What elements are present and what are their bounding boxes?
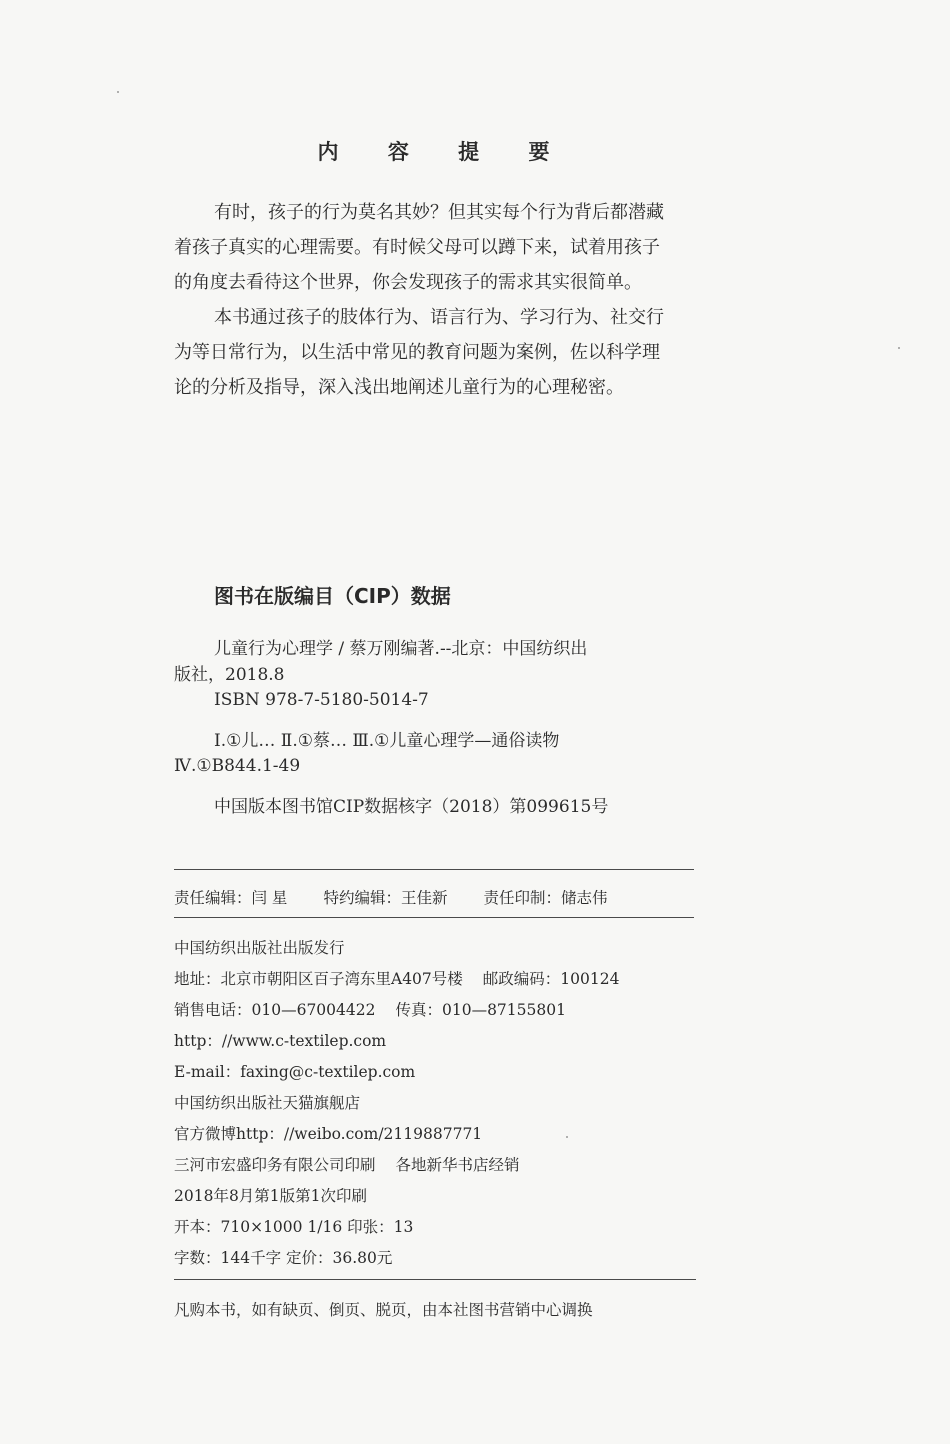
cip-isbn: ISBN 978-7-5180-5014-7	[214, 690, 429, 710]
word-count-price: 字数：144千字 定价：36.80元	[174, 1249, 393, 1267]
distributor: 各地新华书店经销	[395, 1156, 520, 1174]
divider	[174, 1279, 696, 1280]
edition: 2018年8月第1版第1次印刷	[174, 1187, 368, 1205]
email-link[interactable]: E-mail：faxing@c-textilep.com	[174, 1063, 416, 1081]
cip-classification: Ⅳ.①B844.1-49	[174, 756, 301, 776]
summary-line: 着孩子真实的心理需要。有时候父母可以蹲下来，试着用孩子	[174, 237, 660, 258]
special-editor: 特约编辑：王佳新	[323, 889, 448, 907]
summary-line: 为等日常行为，以生活中常见的教育问题为案例，佐以科学理	[174, 342, 660, 363]
book-format: 开本：710×1000 1/16 印张：13	[174, 1218, 414, 1236]
fax: 传真：010—87155801	[395, 1001, 566, 1019]
summary-line: 的角度去看待这个世界，你会发现孩子的需求其实很简单。	[174, 272, 642, 293]
address: 地址：北京市朝阳区百子湾东里A407号楼	[174, 970, 463, 988]
divider	[174, 917, 694, 918]
postcode: 邮政编码：100124	[482, 970, 620, 988]
paper-speck	[117, 91, 119, 93]
weibo-link[interactable]: 官方微博http：//weibo.com/2119887771	[174, 1125, 483, 1143]
divider	[174, 869, 694, 870]
summary-line: 有时，孩子的行为莫名其妙？但其实每个行为背后都潜藏	[214, 202, 664, 223]
summary-line: 论的分析及指导，深入浅出地阐述儿童行为的心理秘密。	[174, 377, 624, 398]
publisher-name: 中国纺织出版社出版发行	[174, 939, 345, 957]
phone-line	[174, 998, 566, 1020]
cip-classification: Ⅰ.①儿… Ⅱ.①蔡… Ⅲ.①儿童心理学—通俗读物	[214, 731, 560, 751]
tmall-store: 中国纺织出版社天猫旗舰店	[174, 1094, 361, 1112]
cip-record-number: 中国版本图书馆CIP数据核字（2018）第099615号	[214, 797, 609, 817]
printer-line	[174, 1153, 520, 1175]
cip-line: 儿童行为心理学 / 蔡万刚编著.--北京：中国纺织出	[214, 639, 588, 659]
paper-speck	[566, 1136, 568, 1138]
paper-speck	[898, 347, 900, 349]
cip-title: 图书在版编目（CIP）数据	[214, 584, 451, 608]
website-link[interactable]: http：//www.c-textilep.com	[174, 1032, 387, 1050]
summary-line: 本书通过孩子的肢体行为、语言行为、学习行为、社交行	[214, 307, 664, 328]
editors-line	[174, 886, 607, 908]
printer: 三河市宏盛印务有限公司印刷	[174, 1156, 376, 1174]
responsible-editor: 责任编辑：闫 星	[174, 889, 288, 907]
replacement-notice: 凡购本书，如有缺页、倒页、脱页，由本社图书营销中心调换	[174, 1301, 593, 1319]
address-line	[174, 967, 619, 989]
cip-line: 版社，2018.8	[174, 665, 285, 685]
summary-heading: 内 容 提 要	[317, 140, 571, 164]
sales-phone: 销售电话：010—67004422	[174, 1001, 376, 1019]
print-supervisor: 责任印制：储志伟	[483, 889, 608, 907]
